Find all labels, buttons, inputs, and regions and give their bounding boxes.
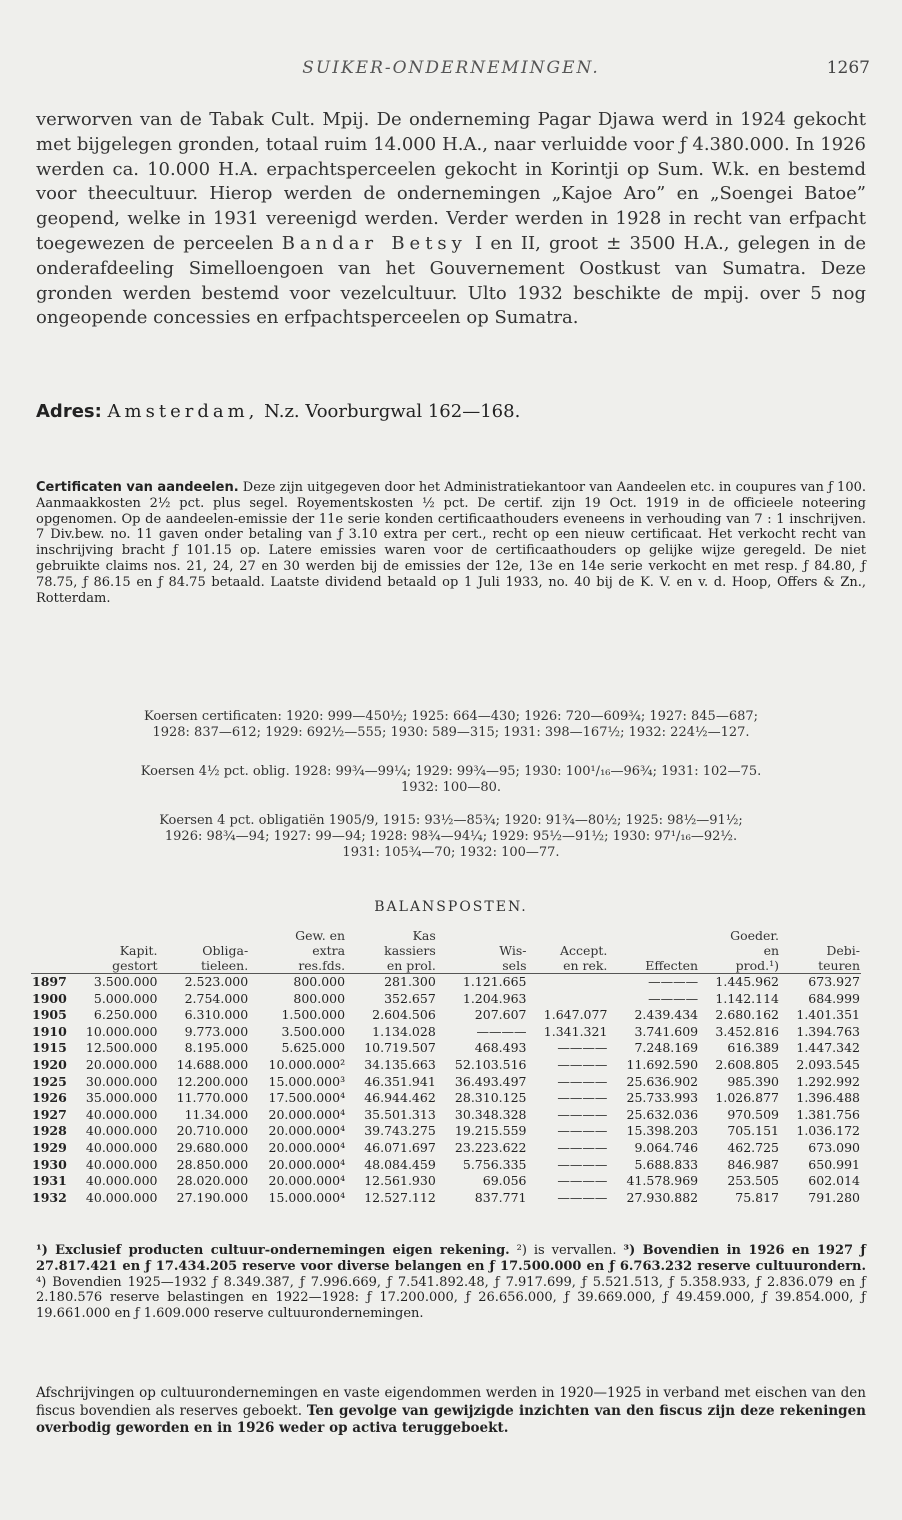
cell-kapit: 40.000.000 xyxy=(85,1106,158,1122)
cell-oblig: 28.850.000 xyxy=(176,1156,249,1172)
cell-year: 1931 xyxy=(32,1173,67,1189)
cell-debi: 602.014 xyxy=(808,1173,860,1189)
cell-goeder: 985.390 xyxy=(727,1073,780,1089)
cell-debi: 1.292.992 xyxy=(796,1073,860,1089)
cell-effecten: 41.578.969 xyxy=(626,1173,699,1189)
cell-wis: 468.493 xyxy=(474,1040,527,1056)
cell-year: 1927 xyxy=(32,1106,67,1122)
table-row xyxy=(31,1123,861,1140)
header-gew: res.fds. xyxy=(249,958,346,974)
cell-year: 1928 xyxy=(32,1123,67,1139)
cell-goeder: 1.026.877 xyxy=(715,1090,780,1106)
cell-oblig: 12.200.000 xyxy=(176,1073,249,1089)
header-wis: sels xyxy=(437,958,528,974)
cell-effecten: ———— xyxy=(648,974,699,989)
cell-effecten: 2.439.434 xyxy=(634,1007,699,1023)
cell-accept: ———— xyxy=(557,1139,608,1155)
quote-line: Koersen 4½ pct. oblig. 1928: 99¾—99¼; 1929: 99¾—95; 1930: 100¹/₁₆—96¾; 1931: 102—75. xyxy=(140,764,762,779)
afschrijvingen-bold: Ten gevolge van gewijzigde inzichten van den fiscus zijn deze rekeningen overbodig geworden en in 1926 weder op activa teruggeboekt. xyxy=(36,1402,866,1436)
cell-accept xyxy=(528,974,609,991)
quote-line: Koersen 4 pct. obligatiën 1905/9, 1915: 93½—85¾; 1920: 91¾—80½; 1925: 98½—91½; xyxy=(159,813,743,828)
header-year xyxy=(31,958,68,974)
cell-kapit: 40.000.000 xyxy=(85,1189,158,1205)
quote-line: Koersen certificaten: 1920: 999—450½; 1925: 664—430; 1926: 720—609¾; 1927: 845—687; xyxy=(143,709,759,724)
cell-goeder: 1.445.962 xyxy=(715,974,780,989)
header-debi: Debi- xyxy=(826,943,860,958)
table-row xyxy=(31,1074,861,1091)
cell-kas: 34.135.663 xyxy=(364,1056,436,1072)
header-kapit: gestort xyxy=(68,958,159,974)
header-goeder: Goeder. xyxy=(730,928,780,943)
table-row xyxy=(31,1190,861,1207)
cell-oblig: 2.754.000 xyxy=(184,990,249,1006)
cell-wis: ———— xyxy=(476,1023,527,1039)
cell-debi: 673.927 xyxy=(808,974,860,989)
cell-effecten: 9.064.746 xyxy=(634,1139,699,1155)
cell-effecten: 25.636.902 xyxy=(626,1073,699,1089)
header-debi xyxy=(780,928,861,943)
cell-kas: 2.604.506 xyxy=(372,1007,436,1023)
quotes-bonds-4 xyxy=(40,813,862,861)
cell-debi: 684.999 xyxy=(808,990,860,1006)
cell-accept xyxy=(528,991,609,1008)
cell-effecten: ———— xyxy=(648,990,699,1006)
header-kapit: Kapit. xyxy=(119,943,158,958)
cell-effecten: 15.398.203 xyxy=(626,1123,699,1139)
header-accept: Accept. xyxy=(559,943,608,958)
cell-year: 1897 xyxy=(32,974,67,989)
cell-oblig: 27.190.000 xyxy=(176,1189,249,1205)
header-accept: en rek. xyxy=(528,958,609,974)
header-debi: teuren xyxy=(780,958,861,974)
cell-kapit: 20.000.000 xyxy=(85,1056,158,1072)
cell-year: 1932 xyxy=(32,1189,67,1205)
cell-wis: 52.103.516 xyxy=(454,1056,527,1072)
cell-debi: 1.401.351 xyxy=(796,1007,860,1023)
certificates-text: Deze zijn uitgegeven door het Administratiekantoor van Aandeelen etc. in coupures van ƒ 100. Aanmaakkosten 2½ pct. plus segel. Royementskosten ½ pct. De certif. zijn 19 Oct. 1919 in de officieele noteering opgenomen. Op de aandeelen-emissie der 11e serie konden certificaathouders eveneens in verhouding van 7 : 1 inschrijven. 7 Div.bew. no. 11 gaven onder betaling van ƒ 3.10 extra per cert., recht op een nieuw certificaat. Het verkocht recht van inschrijving bracht ƒ 101.15 op. Latere emissies waren voor de certificaathouders op gelijke wijze geregeld. De niet gebruikte claims nos. 21, 24, 27 en 30 werden bij de emissies der 12e, 13e en 14e serie verkocht en met resp. ƒ 84.80, ƒ 78.75, ƒ 86.15 en ƒ 84.75 betaald. Laatste dividend betaald op 1 Juli 1933, no. 40 bij de K. V. en v. d. Hoop, Offers & Zn., Rotterdam. xyxy=(36,480,866,606)
cell-goeder: 462.725 xyxy=(727,1139,780,1155)
cell-gew: 20.000.000⁴ xyxy=(268,1156,346,1172)
cell-year: 1930 xyxy=(32,1156,67,1172)
cell-effecten: 25.632.036 xyxy=(626,1106,699,1122)
cell-debi: 673.090 xyxy=(808,1139,860,1155)
quote-line: 1926: 98¾—94; 1927: 99—94; 1928: 98¾—94¼; 1929: 95½—91½; 1930: 97¹/₁₆—92½. xyxy=(164,829,738,844)
body-text-before: verworven van de Tabak Cult. Mpij. De onderneming Pagar Djawa werd in 1924 gekocht met bijgelegen gronden, totaal ruim 14.000 H.A., naar verluidde voor ƒ 4.380.000. In 1926 werden ca. 10.000 H.A. erpachtsperceelen gekocht in Korintji op Sum. W.k. en bestemd voor theecultuur. Hierop werden de ondernemingen „Kajoe Aro” en „Soengei Batoe” geopend, welke in 1931 vereenigd werden. Verder werden in 1928 in recht van erfpacht toegewezen de perceelen xyxy=(36,109,866,254)
cell-accept: ———— xyxy=(557,1156,608,1172)
cell-goeder: 705.151 xyxy=(727,1123,780,1139)
cell-year: 1920 xyxy=(32,1056,67,1072)
balance-table xyxy=(31,928,861,1206)
header-goeder: en xyxy=(763,943,780,958)
cell-wis: 5.756.335 xyxy=(462,1156,527,1172)
header-accept xyxy=(528,928,609,943)
address-label: Adres: xyxy=(36,401,102,422)
running-head xyxy=(0,58,902,82)
cell-year: 1910 xyxy=(32,1023,67,1039)
cell-oblig: 28.020.000 xyxy=(176,1173,249,1189)
cell-effecten: 25.733.993 xyxy=(626,1090,699,1106)
table-row xyxy=(31,1107,861,1124)
cell-kapit: 35.000.000 xyxy=(85,1090,158,1106)
cell-kas: 1.134.028 xyxy=(372,1023,436,1039)
cell-gew: 10.000.000² xyxy=(268,1056,346,1072)
cell-accept: ———— xyxy=(557,1040,608,1056)
cell-gew: 1.500.000 xyxy=(281,1007,346,1023)
page-number: 1267 xyxy=(826,58,870,78)
running-title: SUIKER-ONDERNEMINGEN. xyxy=(302,58,600,78)
cell-effecten: 7.248.169 xyxy=(634,1040,699,1056)
cell-goeder: 3.452.816 xyxy=(715,1023,780,1039)
cell-effecten: 3.741.609 xyxy=(634,1023,699,1039)
footnotes xyxy=(36,1243,866,1322)
cell-oblig: 14.688.000 xyxy=(176,1056,249,1072)
cell-gew: 800.000 xyxy=(293,990,346,1006)
cell-debi: 1.447.342 xyxy=(796,1040,860,1056)
cell-goeder: 846.987 xyxy=(727,1156,780,1172)
footnote-2: ²) is vervallen. xyxy=(516,1243,617,1258)
cell-accept: ———— xyxy=(557,1106,608,1122)
header-effecten xyxy=(608,928,699,943)
cell-kapit: 12.500.000 xyxy=(85,1040,158,1056)
cell-debi: 2.093.545 xyxy=(796,1056,860,1072)
cell-goeder: 616.389 xyxy=(727,1040,780,1056)
table-row xyxy=(31,1157,861,1174)
cell-gew: 20.000.000⁴ xyxy=(268,1173,346,1189)
header-effecten: Effecten xyxy=(608,958,699,974)
cell-wis: 207.607 xyxy=(474,1007,527,1023)
header-kas: Kas xyxy=(412,928,436,943)
cell-kas: 46.351.941 xyxy=(364,1073,436,1089)
body-paragraph xyxy=(36,108,866,331)
afschrijvingen-normal: Afschrijvingen op cultuurondernemingen en vaste eigendommen werden in 1920—1925 in verband met eischen van den fiscus bovendien als reserves geboekt. xyxy=(36,1385,866,1419)
table-row xyxy=(31,1024,861,1041)
afschrijvingen-paragraph xyxy=(36,1385,866,1438)
cell-kapit: 40.000.000 xyxy=(85,1123,158,1139)
cell-year: 1929 xyxy=(32,1139,67,1155)
address-street: N.z. Voorburgwal 162—168. xyxy=(264,401,521,422)
header-year xyxy=(31,943,68,958)
cell-gew: 20.000.000⁴ xyxy=(268,1139,346,1155)
table-title: BALANSPOSTEN. xyxy=(374,899,528,915)
cell-kapit: 30.000.000 xyxy=(85,1073,158,1089)
table-row xyxy=(31,1090,861,1107)
cell-year: 1900 xyxy=(32,990,67,1006)
address-line xyxy=(36,401,520,422)
table-row xyxy=(31,1173,861,1190)
cell-oblig: 20.710.000 xyxy=(176,1123,249,1139)
cell-gew: 15.000.000⁴ xyxy=(268,1189,346,1205)
cell-kapit: 6.250.000 xyxy=(93,1007,158,1023)
cell-effecten: 27.930.882 xyxy=(626,1189,699,1205)
cell-debi: 1.036.172 xyxy=(796,1123,860,1139)
certificates-lead: Certificaten van aandeelen. xyxy=(36,480,239,495)
cell-year: 1905 xyxy=(32,1007,67,1023)
cell-debi: 1.381.756 xyxy=(796,1106,860,1122)
cell-wis: 69.056 xyxy=(482,1173,527,1189)
cell-oblig: 6.310.000 xyxy=(184,1007,249,1023)
cell-kas: 281.300 xyxy=(384,974,436,989)
cell-kas: 12.527.112 xyxy=(364,1189,436,1205)
cell-oblig: 9.773.000 xyxy=(184,1023,249,1039)
header-goeder: prod.¹) xyxy=(699,958,780,974)
cell-wis: 19.215.559 xyxy=(454,1123,527,1139)
cell-debi: 650.991 xyxy=(808,1156,860,1172)
cell-gew: 20.000.000⁴ xyxy=(268,1123,346,1139)
footnote-1: ¹) Exclusief producten cultuur-ondernemingen eigen rekening. xyxy=(36,1243,510,1258)
cell-gew: 15.000.000³ xyxy=(268,1073,346,1089)
cell-accept: ———— xyxy=(557,1073,608,1089)
cell-gew: 5.625.000 xyxy=(281,1040,346,1056)
cell-accept: 1.647.077 xyxy=(543,1007,608,1023)
cell-goeder: 75.817 xyxy=(735,1189,780,1205)
cell-oblig: 11.770.000 xyxy=(176,1090,249,1106)
cell-goeder: 2.680.162 xyxy=(715,1007,780,1023)
cell-kas: 352.657 xyxy=(384,990,436,1006)
quote-line: 1932: 100—80. xyxy=(400,780,502,795)
table-row xyxy=(31,1057,861,1074)
cell-gew: 20.000.000⁴ xyxy=(268,1106,346,1122)
cell-wis: 1.121.665 xyxy=(462,974,527,989)
cell-gew: 3.500.000 xyxy=(281,1023,346,1039)
cell-wis: 23.223.622 xyxy=(454,1139,527,1155)
certificates-paragraph xyxy=(36,480,866,606)
cell-accept: ———— xyxy=(557,1189,608,1205)
footnote-3: ³) Bovendien in 1926 en 1927 ƒ 27.817.421 en ƒ 17.434.205 reserve voor diverse belangen en ƒ 17.500.000 en ƒ 6.763.232 reserve cultuurondern. xyxy=(36,1243,866,1274)
cell-goeder: 970.509 xyxy=(727,1106,780,1122)
cell-oblig: 11.34.000 xyxy=(184,1106,249,1122)
cell-goeder: 2.608.805 xyxy=(715,1056,780,1072)
cell-wis: 28.310.125 xyxy=(454,1090,527,1106)
cell-debi: 791.280 xyxy=(808,1189,860,1205)
body-text-after: I en II, groot ± 3500 H.A., gelegen in de onderafdeeling Simelloengoen van het Gouvernement Oostkust van Sumatra. Deze gronden werden bestemd voor vezelcultuur. Ulto 1932 beschikte de mpij. over 5 nog ongeopende concessies en erfpachtsperceelen op Sumatra. xyxy=(36,232,866,329)
header-effecten xyxy=(608,943,699,958)
table-row xyxy=(31,1007,861,1024)
table-row xyxy=(31,1040,861,1057)
cell-wis: 837.771 xyxy=(474,1189,527,1205)
quote-line: 1928: 837—612; 1929: 692½—555; 1930: 589—315; 1931: 398—167½; 1932: 224½—127. xyxy=(152,725,750,740)
cell-kapit: 40.000.000 xyxy=(85,1139,158,1155)
footnote-4: ⁴) Bovendien 1925—1932 ƒ 8.349.387, ƒ 7.996.669, ƒ 7.541.892.48, ƒ 7.917.699, ƒ 5.521.513, ƒ 5.358.933, ƒ 2.836.079 en ƒ 2.180.576 reserve belastingen en 1922—1928: ƒ 17.200.000, ƒ 26.656.000, ƒ 39.669.000, ƒ 49.459.000, ƒ 39.854.000, ƒ 19.661.000 en ƒ 1.609.000 reserve cultuurondernemingen. xyxy=(36,1274,866,1322)
table-row xyxy=(31,991,861,1008)
cell-accept: 1.341.321 xyxy=(543,1023,608,1039)
cell-goeder: 253.505 xyxy=(727,1173,780,1189)
header-oblig xyxy=(159,928,250,943)
cell-year: 1915 xyxy=(32,1040,67,1056)
header-gew: Gew. en xyxy=(295,928,346,943)
cell-kapit: 40.000.000 xyxy=(85,1173,158,1189)
cell-kapit: 40.000.000 xyxy=(85,1156,158,1172)
header-kas: en prol. xyxy=(346,958,437,974)
table-body xyxy=(31,974,861,1207)
cell-accept: ———— xyxy=(557,1123,608,1139)
header-year xyxy=(31,928,68,943)
cell-effecten: 5.688.833 xyxy=(634,1156,699,1172)
cell-oblig: 8.195.000 xyxy=(184,1040,249,1056)
cell-oblig: 2.523.000 xyxy=(184,974,249,989)
cell-kapit: 5.000.000 xyxy=(93,990,158,1006)
quotes-bonds-45 xyxy=(40,764,862,796)
quotes-certificates xyxy=(40,709,862,741)
quote-line: 1931: 105¾—70; 1932: 100—77. xyxy=(342,845,560,860)
header-oblig: tieleen. xyxy=(159,958,250,974)
cell-kas: 10.719.507 xyxy=(364,1040,436,1056)
cell-goeder: 1.142.114 xyxy=(715,990,780,1006)
cell-kas: 48.084.459 xyxy=(364,1156,436,1172)
address-city: Amsterdam, xyxy=(107,401,259,422)
cell-kas: 39.743.275 xyxy=(364,1123,436,1139)
header-kas: kassiers xyxy=(384,943,436,958)
cell-debi: 1.394.763 xyxy=(796,1023,860,1039)
cell-kas: 12.561.930 xyxy=(364,1173,436,1189)
cell-accept: ———— xyxy=(557,1056,608,1072)
cell-kas: 46.071.697 xyxy=(364,1139,436,1155)
cell-accept: ———— xyxy=(557,1090,608,1106)
table-row xyxy=(31,1140,861,1157)
cell-effecten: 11.692.590 xyxy=(626,1056,699,1072)
header-gew: extra xyxy=(312,943,346,958)
cell-gew: 17.500.000⁴ xyxy=(268,1090,346,1106)
cell-wis: 30.348.328 xyxy=(454,1106,527,1122)
cell-accept: ———— xyxy=(557,1173,608,1189)
header-kapit xyxy=(68,928,159,943)
body-text-spaced: Bandar Betsy xyxy=(281,232,467,254)
table-row xyxy=(31,974,861,991)
cell-kapit: 10.000.000 xyxy=(85,1023,158,1039)
cell-wis: 36.493.497 xyxy=(454,1073,527,1089)
cell-debi: 1.396.488 xyxy=(796,1090,860,1106)
cell-oblig: 29.680.000 xyxy=(176,1139,249,1155)
cell-kapit: 3.500.000 xyxy=(93,974,158,989)
header-oblig: Obliga- xyxy=(202,943,249,958)
cell-wis: 1.204.963 xyxy=(462,990,527,1006)
cell-kas: 46.944.462 xyxy=(364,1090,436,1106)
cell-gew: 800.000 xyxy=(293,974,346,989)
header-wis: Wis- xyxy=(499,943,527,958)
cell-kas: 35.501.313 xyxy=(364,1106,436,1122)
cell-year: 1926 xyxy=(32,1090,67,1106)
cell-year: 1925 xyxy=(32,1073,67,1089)
header-wis xyxy=(437,928,528,943)
